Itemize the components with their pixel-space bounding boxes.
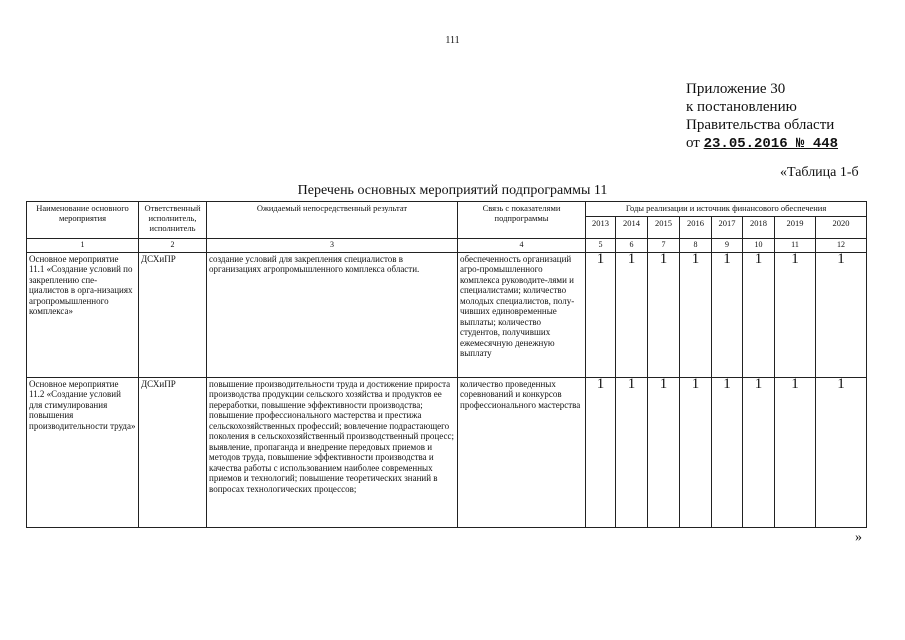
header-result: Ожидаемый непосредственный результат: [207, 202, 458, 239]
year-value: 1: [616, 377, 648, 527]
header-year: 2019: [775, 217, 816, 239]
document-title: Перечень основных мероприятий подпрограммы 11: [297, 183, 608, 198]
year-value: 1: [775, 252, 816, 377]
year-value: 1: [586, 252, 616, 377]
year-value: 1: [616, 252, 648, 377]
column-number: 10: [743, 239, 775, 253]
column-number: 9: [712, 239, 743, 253]
header-name: Наименование основного мероприятия: [27, 202, 139, 239]
year-value: 1: [775, 377, 816, 527]
header-responsible: Ответственный исполнитель, исполнитель: [139, 202, 207, 239]
year-value: 1: [816, 377, 867, 527]
header-year: 2017: [712, 217, 743, 239]
appendix-line-4: [686, 134, 838, 153]
measure-link: обеспеченность организаций агро-промышленного комплекса руководите-лями и специалистами; количество молодых специалистов, полу-чивших единовременные выплаты; количество студентов, получивших ежемесячную денежную выплату: [458, 252, 586, 377]
year-value: 1: [680, 377, 712, 527]
appendix-line-3: Правительства области: [686, 117, 835, 133]
column-number: 5: [586, 239, 616, 253]
column-number: 12: [816, 239, 867, 253]
column-number: 7: [648, 239, 680, 253]
measure-name: Основное мероприятие 11.1 «Создание условий по закреплению спе-циалистов в орга-низациях агропромышленного комплекса»: [27, 252, 139, 377]
table-row: [27, 377, 867, 527]
year-value: 1: [586, 377, 616, 527]
measure-result: создание условий для закрепления специалистов в организациях агропромышленного комплекса области.: [207, 252, 458, 377]
year-value: 1: [743, 377, 775, 527]
year-value: 1: [648, 252, 680, 377]
table-row: [27, 252, 867, 377]
column-number: 8: [680, 239, 712, 253]
year-value: 1: [648, 377, 680, 527]
column-number: 3: [207, 239, 458, 253]
year-value: 1: [712, 252, 743, 377]
year-value: 1: [816, 252, 867, 377]
column-number: 11: [775, 239, 816, 253]
year-value: 1: [712, 377, 743, 527]
column-number: 2: [139, 239, 207, 253]
closing-quote: »: [855, 530, 862, 545]
column-number: 1: [27, 239, 139, 253]
column-number: 6: [616, 239, 648, 253]
header-year: 2013: [586, 217, 616, 239]
year-value: 1: [680, 252, 712, 377]
header-year: 2016: [680, 217, 712, 239]
year-value: 1: [743, 252, 775, 377]
measure-link: количество проведенных соревнований и конкурсов профессионального мастерства: [458, 377, 586, 527]
header-link: Связь с показателями подпрограммы: [458, 202, 586, 239]
table-label: «Таблица 1-б: [780, 165, 859, 180]
measure-name: Основное мероприятие 11.2 «Создание условий для стимулирования повышения производительности труда»: [27, 377, 139, 527]
header-year: 2020: [816, 217, 867, 239]
header-years-group: Годы реализации и источник финансового обеспечения: [586, 202, 867, 217]
appendix-block: [686, 80, 838, 153]
measure-responsible: ДСХиПР: [139, 252, 207, 377]
column-number: 4: [458, 239, 586, 253]
measure-result: повышение производительности труда и достижение прироста производства продукции сельского хозяйства и продуктов ее переработки, повышение эффективности производства; повышение профессионального мастерства и престижа сельскохозяйственных профессий; вовлечение подрастающего поколения в сельскохозяйственный производственный процесс; выявление, пропаганда и внедрение передовых приемов и методов труда, повышение эффективности производства и качества работы с использованием наиболее современных приемов и технологий; повышение теоретических знаний в вопросах технологических процессов;: [207, 377, 458, 527]
measures-table: [26, 201, 867, 528]
appendix-date-prefix: от: [686, 135, 700, 151]
header-year: 2015: [648, 217, 680, 239]
appendix-date-number: 23.05.2016 № 448: [703, 136, 839, 152]
page-number: 111: [445, 35, 460, 46]
appendix-line-1: Приложение 30: [686, 81, 786, 97]
header-year: 2018: [743, 217, 775, 239]
header-year: 2014: [616, 217, 648, 239]
measure-responsible: ДСХиПР: [139, 377, 207, 527]
appendix-line-2: к постановлению: [686, 99, 797, 115]
